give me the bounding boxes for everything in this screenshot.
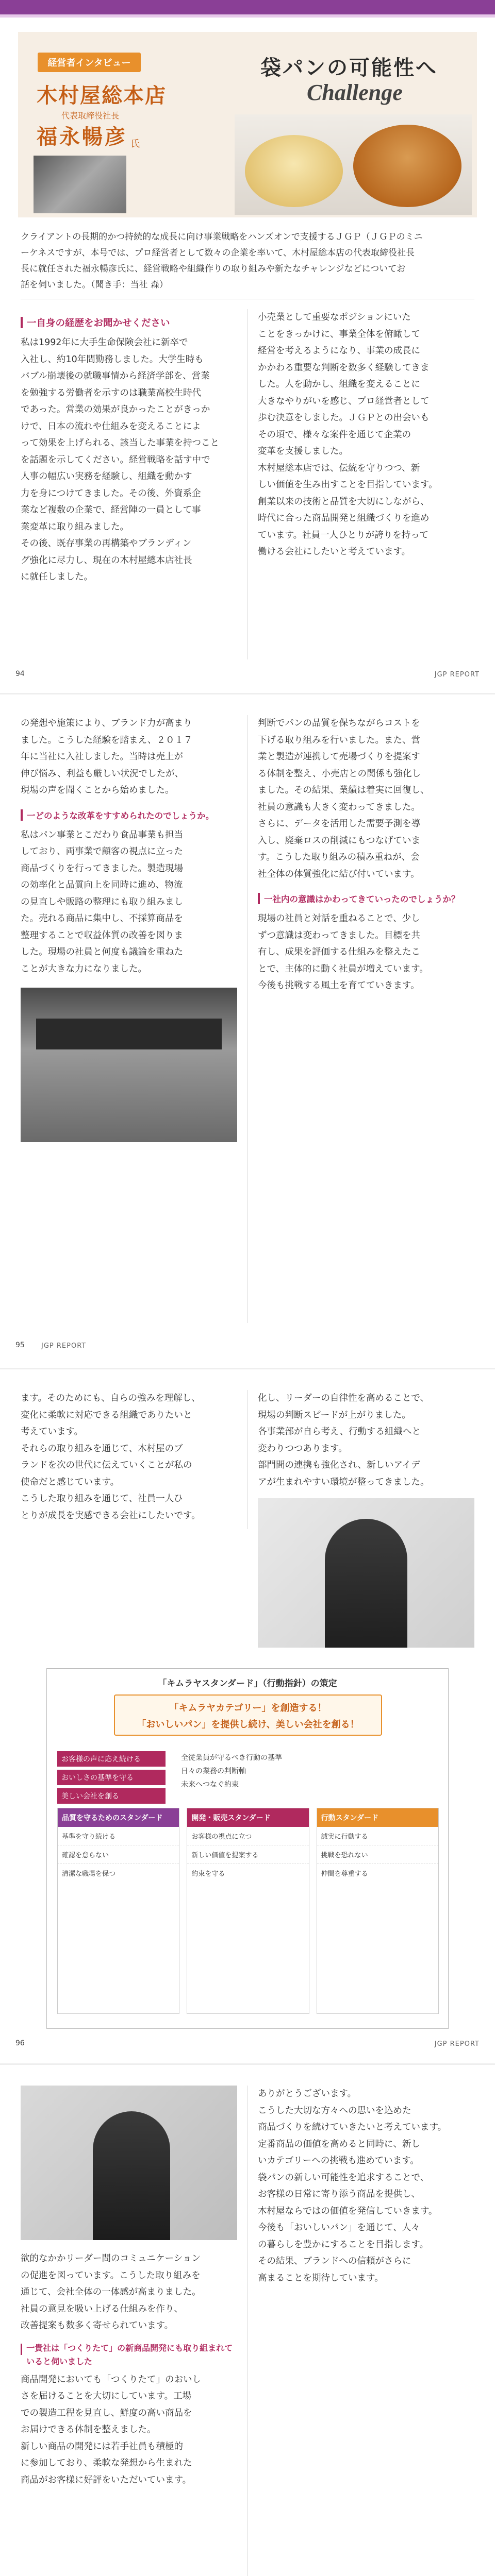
- lead-line: 話を伺いました。（聞き手：当社 森）: [21, 280, 168, 290]
- body-line: 入社し、約10年間勤務しました。大学生時も: [21, 354, 204, 365]
- body-line: 考えています。: [21, 1427, 84, 1437]
- body-line: 通じて、会社全体の一体感が高まりました。: [21, 2287, 201, 2297]
- body-line: の暮らしを豊かにすることを目指します。: [258, 2239, 429, 2250]
- body-line: 今後も「おいしいパン」を通じて、人々: [258, 2223, 420, 2233]
- body-line: って効果を上げられる、該当した事業を持つこと: [21, 438, 219, 448]
- standard-column-item: お客様の視点に立つ: [187, 1827, 308, 1845]
- company-name: 木村屋総本店: [37, 84, 167, 108]
- body-line: けで、日本の流れや仕組みを変えることによ: [21, 421, 201, 432]
- section-heading-text: 一貴社は「つくりたて」の新商品開発にも取り組まれていると伺いました: [26, 2343, 233, 2366]
- position-title: 代表取締役社長: [61, 111, 120, 121]
- body-text: [258, 910, 474, 994]
- body-line: かかわる重要な判断を数多く経験してきま: [258, 362, 430, 373]
- bread-photo: [235, 114, 472, 215]
- body-line: いカテゴリーへの挑戦も進めています。: [258, 2156, 419, 2166]
- storefront-photo: [21, 988, 237, 1142]
- body-line: ました。こうした経験を踏まえ、２０１７: [21, 735, 193, 745]
- left-column: [21, 2250, 237, 2488]
- body-line: を話題を示してください。経営戦略を話す中で: [21, 454, 210, 465]
- body-line: 変わりつつあります。: [258, 1443, 348, 1454]
- interview-label: 経営者インタビュー: [47, 58, 131, 69]
- top-color-bar: [0, 0, 495, 14]
- body-line: 整理することで収益体質の改善を図りま: [21, 930, 183, 941]
- body-line: 現場の声を聞くことから始めました。: [21, 785, 174, 795]
- body-text: [21, 1390, 237, 1524]
- body-line: 欲的なかかリーダー間のコミュニケーション: [21, 2253, 201, 2264]
- body-line: 小売業として重要なポジションにいた: [258, 312, 411, 323]
- body-line: の見直しや販路の整理にも取り組みまし: [21, 896, 183, 907]
- person-suffix: 氏: [130, 139, 140, 149]
- page-number: 96: [15, 2039, 25, 2047]
- top-color-stripe: [0, 14, 495, 18]
- standard-banner-line2: 「おいしいパン」を提供し続け、美しい会社を創る！: [137, 1719, 359, 1730]
- body-line: とりが成長を実感できる会社にしたいです。: [21, 1510, 201, 1521]
- body-line: 創業以来の技術と品質を大切にしながら、: [258, 496, 430, 507]
- body-text: [21, 2250, 237, 2334]
- portrait-photo: [258, 1498, 474, 1648]
- left-column: [21, 715, 237, 1142]
- body-line: 歩む決意をしました。ＪＧＰとの出会いも: [258, 413, 430, 423]
- right-column: [258, 309, 474, 561]
- page-3: [0, 1368, 495, 2058]
- left-column: [21, 307, 237, 586]
- body-line: お届けできる体制を整えました。: [21, 2425, 156, 2435]
- lead-text: [21, 229, 474, 293]
- body-line: の促進を図っています。こうした取り組みを: [21, 2270, 201, 2281]
- standard-column-item: 新しい価値を提案する: [187, 1845, 308, 1864]
- body-line: その後、既存事業の再構築やブランディン: [21, 538, 192, 549]
- body-line: 業と製造が連携して売場づくりを提案す: [258, 752, 420, 762]
- right-column: [258, 2086, 474, 2286]
- body-line: 社員の意見を吸い上げる仕組みを作り、: [21, 2303, 183, 2314]
- body-line: 力を身につけてきました。その後、外資系企: [21, 488, 201, 499]
- person-name-block: [37, 121, 140, 150]
- portrait-photo: [21, 2086, 237, 2240]
- body-line: ています。社員一人ひとりが誇りを持って: [258, 530, 429, 540]
- body-line: アが生まれやすい環境が整ってきました。: [258, 1477, 430, 1487]
- standard-column-item: 誠実に行動する: [317, 1827, 438, 1845]
- standard-columns: [57, 1808, 439, 2014]
- body-line: ランドを次の世代に伝えていくことが私の: [21, 1460, 192, 1470]
- body-line: 木村屋総本店では、伝統を守りつつ、新: [258, 463, 420, 473]
- body-line: した。人を動かし、組織を変えることに: [258, 379, 420, 389]
- standard-banner-line1: 「キムラヤカテゴリー」を創造する！: [169, 1703, 327, 1714]
- body-line: であった。営業の効果が良かったことがきっか: [21, 404, 210, 415]
- person-name: 福永暢彦: [37, 125, 127, 149]
- body-text: [258, 1390, 474, 1490]
- body-line: ありがとうございます。: [258, 2089, 357, 2099]
- lead-line: クライアントの長期的かつ持続的な成長に向け事業戦略をハンズオンで支援するＪＧＰ（ＪＧＰのミニ: [21, 232, 423, 242]
- body-line: 業変革に取り組みました。: [21, 521, 129, 532]
- body-line: 木村屋ならではの価値を発信していきます。: [258, 2206, 438, 2216]
- standard-column-item: 清潔な職場を保つ: [62, 1870, 116, 1878]
- body-text: [21, 334, 237, 586]
- section-heading: [21, 2342, 237, 2368]
- standard-column: [57, 1808, 179, 2014]
- body-line: その頃で、様々な案件を通じて企業の: [258, 429, 411, 440]
- section-heading: [21, 314, 237, 331]
- body-line: す。こうした取り組みの積み重ねが、会: [258, 852, 420, 862]
- standard-column-item: 確認を怠らない: [58, 1845, 179, 1864]
- body-line: 働ける会社にしたいと考えています。: [258, 547, 411, 557]
- standard-center-text: [181, 1751, 439, 1791]
- body-line: ことが大きな力になりました。: [21, 963, 147, 974]
- lead-line: ーケネスですが、本号では、プロ経営者として数々の企業を率いて、木村屋総本店の代表取締役社長: [21, 248, 415, 258]
- right-column: [258, 715, 474, 994]
- header-card: [18, 32, 477, 217]
- standard-column: [317, 1808, 439, 2014]
- body-line: 今後も挑戦する風土を育てていきます。: [258, 980, 420, 991]
- body-line: た。売れる商品に集中し、不採算商品を: [21, 913, 183, 924]
- body-line: 私はパン事業とこだわり食品事業も担当: [21, 829, 183, 840]
- right-column: [258, 1390, 474, 1490]
- portrait-figure: [325, 1519, 407, 1648]
- section-heading-text: 一どのような改革をすすめられたのでしょうか。: [27, 810, 214, 821]
- body-line: 経営を考えるようになり、事業の成長に: [258, 346, 420, 356]
- body-line: 使命だと感じています。: [21, 1477, 120, 1487]
- body-line: 定番商品の価値を高めると同時に、新し: [258, 2139, 420, 2149]
- body-line: ずつ意識は変わってきました。目標を共: [258, 930, 420, 941]
- body-line: に参加しており、柔軟な発想から生まれた: [21, 2458, 192, 2468]
- body-line: グ強化に尽力し、現在の木村屋總本店社長: [21, 555, 192, 566]
- lead-line: 長に就任された福永暢彦氏に、経営戦略や組織作りの取り組みや新たなチャレンジなどについてお: [21, 264, 406, 274]
- body-line: の効率化と品質向上を同時に進め、物流: [21, 880, 183, 890]
- body-line: 商品がお客様に好評をいただいています。: [21, 2475, 192, 2485]
- body-line: それらの取り組みを通じて、木村屋のブ: [21, 1443, 183, 1454]
- page-4: [0, 2063, 495, 2576]
- body-line: しており、両事業で顧客の視点に立った: [21, 846, 183, 857]
- body-line: 高まることを期待しています。: [258, 2273, 384, 2283]
- body-line: を勉強する労働者を示すのは職業高校生時代: [21, 387, 201, 398]
- bread-roll-left: [245, 135, 343, 207]
- section-heading-text: 一自身の経歴をお聞かせください: [27, 318, 170, 329]
- body-line: とで、主体的に動く社員が増えています。: [258, 963, 428, 974]
- body-line: 社員の意識も大きく変わってきました。: [258, 802, 420, 812]
- body-line: 変化に柔軟に対応できる組織でありたいと: [21, 1410, 192, 1420]
- body-line: 商品づくりを続けていきたいと考えています。: [258, 2122, 447, 2132]
- title-jp: 袋パンの可能性へ: [260, 56, 438, 80]
- standard-left-tag: お客様の声に応え続ける: [57, 1751, 166, 1767]
- left-column: [21, 1390, 237, 1524]
- body-line: 現場の判断スピードが上がりました。: [258, 1410, 411, 1420]
- body-line: さらに、データを活用した需要予測を導: [258, 819, 420, 829]
- standard-diagram: [46, 1668, 449, 2029]
- standard-column: [187, 1808, 309, 2014]
- body-line: 部門間の連携も強化され、新しいアイデ: [258, 1460, 420, 1470]
- standard-center-line: 日々の業務の判断軸: [181, 1767, 246, 1775]
- storefront-sign: [36, 1019, 222, 1049]
- standard-center-line: 全従業員が守るべき行動の基準: [181, 1754, 282, 1762]
- bread-roll-right: [353, 125, 461, 207]
- body-line: その結果、ブランドへの信頼がさらに: [258, 2256, 411, 2266]
- body-line: こうした取り組みを通じて、社員一人ひ: [21, 1494, 183, 1504]
- body-line: 商品開発においても「つくりたて」のおいし: [21, 2374, 201, 2385]
- standard-left-tag: 美しい会社を創る: [57, 1788, 166, 1804]
- body-line: ました。その結果、業績は着実に回復し、: [258, 785, 430, 795]
- portrait-figure: [93, 2111, 170, 2240]
- body-line: 時代に合った商品開発と組織づくりを進め: [258, 513, 430, 523]
- standard-column-head: 開発・販売スタンダード: [187, 1808, 308, 1827]
- body-line: お客様の日常に寄り添う商品を提供し、: [258, 2189, 420, 2199]
- body-text: [21, 827, 237, 978]
- standard-column-item: 約束を守る: [191, 1870, 225, 1878]
- standard-center-line: 未来へつなぐ約束: [181, 1781, 239, 1789]
- body-line: 伸び悩み、利益も厳しい状況でしたが、: [21, 768, 184, 779]
- body-line: 入し、廃棄ロスの削減にもつなげていま: [258, 835, 420, 846]
- body-text: [21, 2371, 237, 2489]
- standard-left-tag: おいしさの基準を守る: [57, 1770, 166, 1785]
- body-line: 新しい商品の開発には若手社員も積極的: [21, 2441, 183, 2452]
- report-label: JGP REPORT: [434, 2040, 480, 2048]
- body-line: に就任しました。: [21, 572, 93, 582]
- report-label: JGP REPORT: [434, 671, 480, 679]
- body-line: バブル崩壊後の就職事情から経済学部を、営業: [21, 371, 210, 381]
- body-line: る体制を整え、小売店との関係も強化し: [258, 768, 421, 779]
- standard-banner-box: [114, 1694, 382, 1736]
- body-line: での製造工程を見直し、鮮度の高い商品を: [21, 2408, 192, 2418]
- title-en: Challenge: [307, 80, 403, 105]
- body-line: ます。そのためにも、自らの強みを理解し、: [21, 1393, 201, 1403]
- page-number: 95: [15, 1341, 25, 1349]
- body-line: 年に当社に入社しました。当時は売上が: [21, 752, 183, 762]
- body-line: 変革を支援しました。: [258, 446, 348, 456]
- body-line: の発想や施策により、ブランド力が高まり: [21, 718, 192, 728]
- standard-column-item: 基準を守り続ける: [58, 1827, 179, 1845]
- standard-column-item: 挑戦を恐れない: [317, 1845, 438, 1864]
- section-heading: [258, 890, 474, 907]
- body-line: 下げる取り組みを行いました。また、営: [258, 735, 420, 745]
- report-label: JGP REPORT: [41, 1342, 87, 1350]
- body-line: 商品づくりを行ってきました。製造現場: [21, 863, 183, 874]
- body-line: した。現場の社員と何度も議論を重ねた: [21, 947, 183, 957]
- body-line: 業など複数の企業で、経営陣の一員として事: [21, 505, 201, 515]
- body-line: こうした大切な方々への思いを込めた: [258, 2105, 411, 2116]
- standard-left-tags: [57, 1751, 166, 1804]
- page-1: [0, 0, 495, 688]
- body-line: 現場の社員と対話を重ねることで、少し: [258, 913, 420, 924]
- body-line: 私は1992年に大手生命保険会社に新卒で: [21, 337, 188, 348]
- body-line: ことをきっかけに、事業全体を俯瞰して: [258, 329, 420, 340]
- interview-badge: [38, 53, 141, 72]
- standard-column-item: 仲間を尊重する: [321, 1870, 368, 1878]
- standard-title: 「キムラヤスタンダード」（行動指針）の策定: [158, 1679, 337, 1689]
- body-line: 各事業部が自ら考え、行動する組織へと: [258, 1427, 421, 1437]
- body-line: 有し、成果を評価する仕組みを整えたこ: [258, 947, 420, 957]
- body-line: 大きなやりがいを感じ、プロ経営者として: [258, 396, 430, 406]
- body-line: 社全体の体質強化に結び付いています。: [258, 869, 420, 879]
- body-text: [258, 715, 474, 883]
- standard-column-head: 行動スタンダード: [317, 1808, 438, 1827]
- section-heading-text: 一社内の意識はかわってきていったのでしょうか？: [264, 894, 460, 904]
- portrait-photo: [34, 156, 126, 213]
- body-line: さを届けることを大切にしています。工場: [21, 2391, 192, 2401]
- body-line: 化し、リーダーの自律性を高めることで、: [258, 1393, 430, 1403]
- body-text: [21, 715, 237, 799]
- section-heading: [21, 806, 237, 824]
- body-line: しい価値を生み出すことを目指しています。: [258, 480, 438, 490]
- standard-column-head: 品質を守るためのスタンダード: [58, 1808, 179, 1827]
- body-line: 判断でパンの品質を保ちながらコストを: [258, 718, 420, 728]
- body-line: 改善提案も数多く寄せられています。: [21, 2320, 174, 2331]
- page-2: [0, 693, 495, 1363]
- body-line: 人事の幅広い実務を経験し、組織を動かす: [21, 471, 192, 482]
- body-line: 袋パンの新しい可能性を追求することで、: [258, 2172, 430, 2183]
- page-number: 94: [15, 670, 25, 678]
